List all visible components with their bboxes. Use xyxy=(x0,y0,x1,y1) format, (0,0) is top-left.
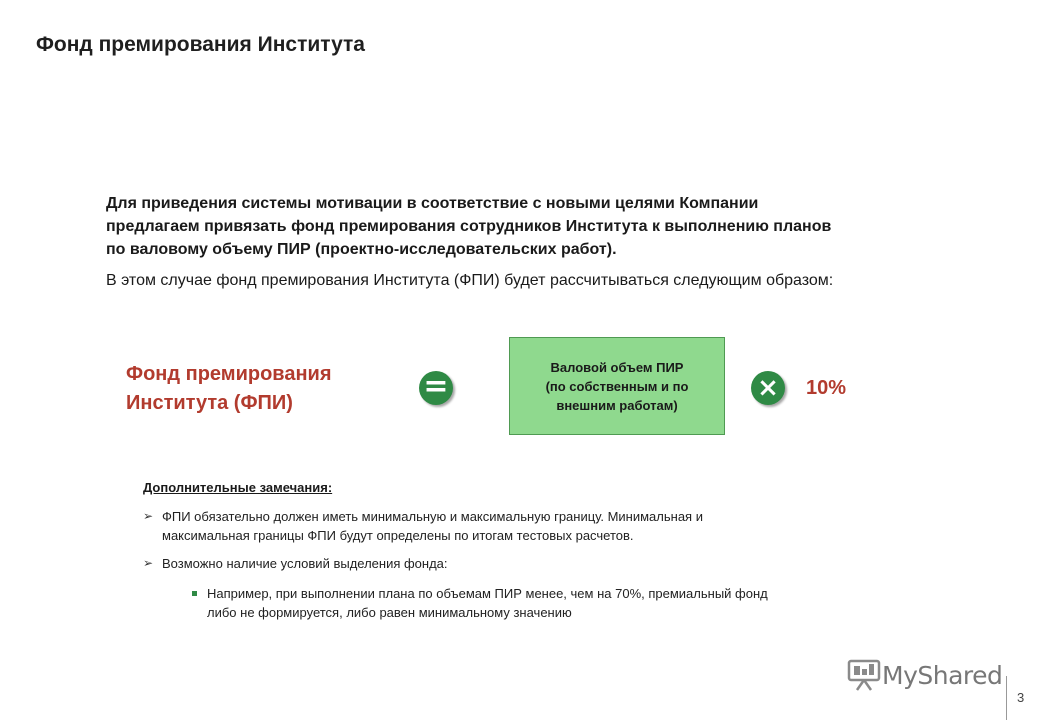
box-line: (по собственным и по xyxy=(545,378,689,394)
intro-line: предлагаем привязать фонд премирования сотрудников Института к выполнению планов xyxy=(106,218,832,235)
note-subitem xyxy=(190,584,927,622)
note-line: максимальная границы ФПИ будут определены по итогам тестовых расчетов. xyxy=(162,528,634,543)
formula-lhs xyxy=(126,360,396,418)
watermark-logo xyxy=(846,655,1002,695)
equals-icon: = xyxy=(419,371,453,405)
note-line: Например, при выполнении плана по объемам ПИР менее, чем на 70%, премиальный фонд xyxy=(207,586,768,601)
square-bullet-icon xyxy=(192,591,197,596)
slide-title: Фонд премирования Института xyxy=(36,33,365,56)
formula-lhs-line: Фонд премирования xyxy=(126,363,332,385)
intro-paragraph xyxy=(106,192,986,261)
percent-value: 10% xyxy=(806,377,847,399)
formula-lhs-line: Института (ФПИ) xyxy=(126,392,293,414)
presentation-board-icon xyxy=(846,657,882,693)
notes-heading: Дополнительные замечания: xyxy=(143,480,333,495)
watermark-text: MyShared xyxy=(882,660,1003,690)
note-line: Возможно наличие условий выделения фонда: xyxy=(162,556,448,571)
gross-volume-box xyxy=(509,337,725,435)
arrow-bullet-icon: ➢ xyxy=(143,509,154,523)
arrow-bullet-icon: ➢ xyxy=(143,556,154,570)
multiply-icon: × xyxy=(751,371,785,405)
note-item xyxy=(143,507,862,545)
note-line: либо не формируется, либо равен минимальному значению xyxy=(207,605,572,620)
intro-line: Для приведения системы мотивации в соответствие с новыми целями Компании xyxy=(106,195,759,212)
footer-divider xyxy=(1006,676,1007,720)
note-line: ФПИ обязательно должен иметь минимальную и максимальную границу. Минимальная и xyxy=(162,509,703,524)
page-number: 3 xyxy=(1017,690,1025,705)
calculation-intro: В этом случае фонд премирования Института (ФПИ) будет рассчитываться следующим образом: xyxy=(106,272,834,289)
box-line: Валовой объем ПИР xyxy=(550,359,684,375)
note-item xyxy=(143,554,862,573)
intro-line: по валовому объему ПИР (проектно-исследовательских работ). xyxy=(106,241,617,258)
box-line: внешним работам) xyxy=(556,397,678,413)
